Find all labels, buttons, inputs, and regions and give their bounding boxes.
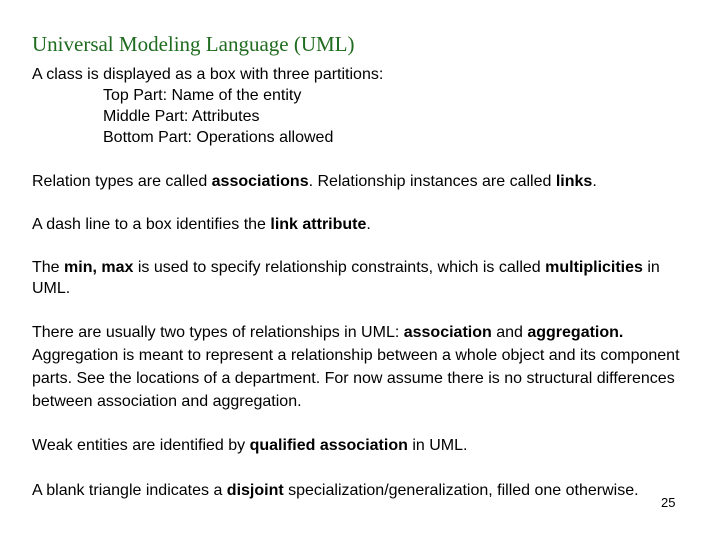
min-max-term: min, max (64, 259, 134, 276)
relations-paragraph (32, 171, 682, 192)
partition-bottom: Bottom Part: Operations allowed (103, 129, 334, 146)
qualified-association-term: qualified association (249, 437, 408, 454)
partition-middle: Middle Part: Attributes (103, 108, 260, 125)
links-term: links (555, 173, 593, 190)
relations-text-1: Relation types are called (32, 173, 212, 190)
page-number: 25 (661, 495, 676, 510)
aggregation-term: aggregation. (527, 324, 624, 341)
types-text-2: and (491, 324, 528, 341)
weak-text-1: Weak entities are identified by (32, 437, 250, 454)
triangle-text-2: specialization/generalization, filled one otherwise. (283, 482, 639, 499)
associations-term: associations (211, 173, 309, 190)
slide-title: Universal Modeling Language (UML) (32, 32, 355, 56)
association-term: association (403, 324, 492, 341)
types-text-3: Aggregation is meant to represent a relationship between a whole object and its component parts. See the locations of a department. For now assume there is no structural differences between association and aggregation. (32, 347, 680, 410)
multiplicities-paragraph (32, 257, 682, 299)
disjoint-term: disjoint (226, 482, 284, 499)
slide-body (32, 64, 682, 501)
types-text-1: There are usually two types of relationships in UML: (32, 324, 404, 341)
minmax-text-2: is used to specify relationship constraints, which is called (133, 259, 546, 276)
partition-top: Top Part: Name of the entity (103, 87, 302, 104)
link-attr-text-2: . (366, 216, 371, 233)
relations-text-3: . (592, 173, 597, 190)
relations-text-2: . Relationship instances are called (308, 173, 556, 190)
link-attribute-term: link attribute (270, 216, 367, 233)
minmax-text-3: in UML. (32, 259, 660, 297)
multiplicities-term: multiplicities (545, 259, 643, 276)
weak-entities-paragraph (32, 435, 682, 456)
weak-text-2: in UML. (407, 437, 468, 454)
link-attr-text-1: A dash line to a box identifies the (32, 216, 271, 233)
class-intro: A class is displayed as a box with three partitions: (32, 66, 384, 83)
triangle-text-1: A blank triangle indicates a (32, 482, 227, 499)
link-attribute-paragraph (32, 214, 682, 235)
relationship-types-paragraph (32, 321, 682, 413)
minmax-text-1: The (32, 259, 65, 276)
triangle-paragraph (32, 480, 682, 501)
